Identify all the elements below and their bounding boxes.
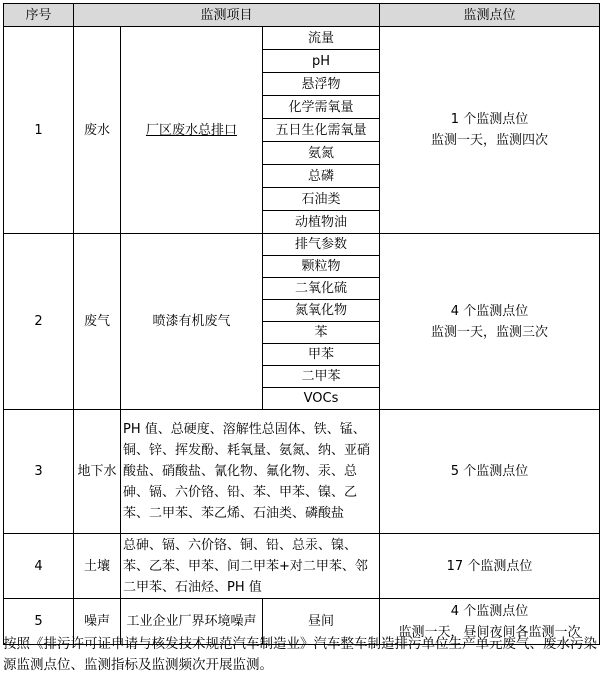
header-no: 序号 [4,4,74,27]
row-no: 5 [4,599,74,645]
row-no: 1 [4,27,74,234]
row-source: 喷漆有机废气 [121,234,263,410]
points-count: 4 个监测点位 [450,603,529,619]
indicator-cell: VOCs [263,388,380,410]
table-row [4,27,600,50]
indicator-cell: 二甲苯 [263,366,380,388]
row-type: 地下水 [74,410,121,534]
row-type: 废气 [74,234,121,410]
monitoring-table [3,3,600,645]
row-type: 噪声 [74,599,121,645]
indicator-cell: 总磷 [263,165,380,188]
table-row [4,534,600,599]
row-points [380,234,600,410]
row-points [380,534,600,599]
header-item: 监测项目 [74,4,380,27]
points-count: 4 个监测点位 [450,303,529,319]
points-count: 1 个监测点位 [450,112,529,127]
indicator-cell: 排气参数 [263,234,380,256]
table-row [4,410,600,534]
indicator-cell: 氮氧化物 [263,300,380,322]
row-type: 废水 [74,27,121,234]
row-indicator-text: PH 值、总硬度、溶解性总固体、铁、锰、铜、锌、挥发酚、耗氧量、氨氮、纳、亚硝酸盐、硝酸盐、氰化物、氟化物、汞、总砷、镉、六价铬、铅、苯、甲苯、镍、乙苯、二甲苯、苯乙烯、石油类、磷酸盐 [121,410,380,534]
points-frequency: 监测一天，昼间夜间各监测一次 [398,624,581,640]
table-row [4,234,600,256]
row-source: 工业企业厂界环境噪声 [121,599,263,645]
row-points [380,410,600,534]
table-header-row [4,4,600,27]
indicator-cell: pH [263,50,380,73]
indicator-cell: 甲苯 [263,344,380,366]
points-frequency: 监测一天，监测四次 [430,133,548,148]
indicator-cell: 苯 [263,322,380,344]
indicator-cell: 氨氮 [263,142,380,165]
indicator-cell: 动植物油 [263,211,380,234]
row-source: 厂区废水总排口 [121,27,263,234]
row-no: 4 [4,534,74,599]
indicator-cell: 悬浮物 [263,73,380,96]
row-indicator-text: 总砷、镉、六价铬、铜、铅、总汞、镍、苯、乙苯、甲苯、间二甲苯+对二甲苯、邻二甲苯、石油烃、PH 值 [121,534,380,599]
indicator-cell: 颗粒物 [263,256,380,278]
indicator-cell: 化学需氧量 [263,96,380,119]
indicator-cell: 五日生化需氧量 [263,119,380,142]
footnote: 按照《排污许可证申请与核发技术规范汽车制造业》汽车整车制造排污单位生产单元废气、废水污染源监测点位、监测指标及监测频次开展监测。 [3,636,597,673]
header-points: 监测点位 [380,4,600,27]
points-frequency: 监测一天，监测三次 [430,324,548,340]
indicator-cell: 石油类 [263,188,380,211]
indicator-cell: 流量 [263,27,380,50]
row-no: 3 [4,410,74,534]
row-type: 土壤 [74,534,121,599]
indicator-cell: 二氧化硫 [263,278,380,300]
row-period: 昼间 [263,599,380,645]
row-no: 2 [4,234,74,410]
row-points [380,27,600,234]
points-count: 5 个监测点位 [450,464,529,479]
points-count: 17 个监测点位 [446,558,533,574]
